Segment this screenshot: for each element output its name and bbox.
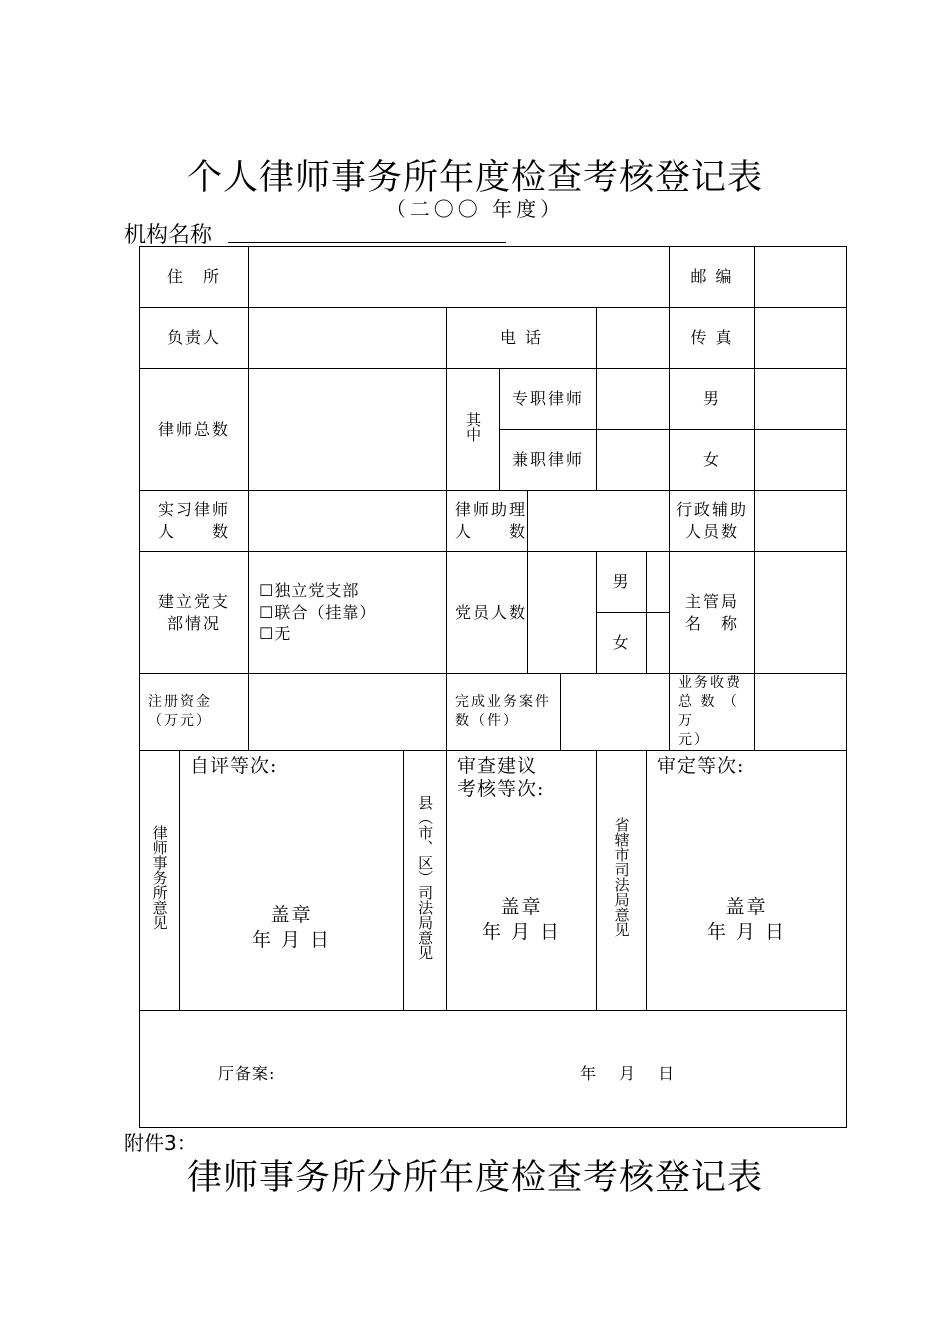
assistant-field[interactable] (528, 491, 670, 552)
city-seal-area: 盖章 年 月 日 (706, 895, 787, 944)
admin-label: 行政辅助 人员数 (670, 491, 755, 552)
option-independent-checkbox[interactable]: ☐独立党支部 (259, 581, 360, 601)
postcode-field[interactable] (755, 247, 847, 308)
county-opinion-label: 县（市、区）司法局意见 (404, 750, 447, 1010)
male-count-field[interactable] (755, 369, 847, 430)
among-label: 其中 (447, 369, 500, 491)
fulltime-label: 专职律师 (500, 369, 597, 430)
fees-label: 业务收费 总 数 （ 万 元） (670, 674, 755, 751)
male-label: 男 (670, 369, 755, 430)
intern-label: 实习律师 人 数 (140, 491, 249, 552)
firm-opinion-field[interactable] (180, 750, 404, 1010)
registration-form-table (139, 246, 847, 1128)
option-none-checkbox[interactable]: ☐无 (259, 624, 292, 644)
party-male-label: 男 (597, 552, 647, 613)
total-lawyers-label: 律师总数 (140, 369, 249, 491)
cases-field[interactable] (561, 674, 670, 751)
assistant-label: 律师助理 人 数 (447, 491, 528, 552)
filing-date: 年 月 日 (580, 1063, 677, 1083)
intern-field[interactable] (249, 491, 447, 552)
party-members-label: 党员人数 (447, 552, 528, 674)
authority-label: 主管局 名 称 (670, 552, 755, 674)
option-joint-checkbox[interactable]: ☐联合（挂靠） (259, 602, 377, 622)
org-name-fill-line[interactable] (228, 242, 506, 243)
fees-field[interactable] (755, 674, 847, 751)
female-label: 女 (670, 430, 755, 491)
cases-label: 完成业务案件 数（件） (447, 674, 561, 751)
party-male-field[interactable] (647, 552, 670, 613)
county-opinion-field[interactable] (447, 750, 597, 1010)
org-name-label: 机构名称 (124, 223, 213, 248)
filing-label: 厅备案: (218, 1063, 276, 1083)
admin-field[interactable] (755, 491, 847, 552)
postcode-label: 邮 编 (670, 247, 755, 308)
second-form-title: 律师事务所分所年度检查考核登记表 (186, 1158, 763, 1198)
final-eval-label: 审定等次: (657, 754, 745, 777)
party-branch-label: 建立党支 部情况 (140, 552, 249, 674)
firm-seal-area: 盖章 年 月 日 (251, 903, 332, 952)
party-members-field[interactable] (528, 552, 597, 674)
capital-field[interactable] (249, 674, 447, 751)
self-eval-label: 自评等次: (190, 754, 278, 777)
page-title: 个人律师事务所年度检查考核登记表 (186, 158, 763, 198)
review-label: 审查建议 考核等次: (457, 754, 545, 801)
authority-field[interactable] (755, 552, 847, 674)
total-lawyers-field[interactable] (249, 369, 447, 491)
city-opinion-field[interactable] (647, 750, 847, 1010)
capital-label: 注册资金 （万元） (140, 674, 249, 751)
county-seal-area: 盖章 年 月 日 (481, 895, 562, 944)
parttime-field[interactable] (597, 430, 670, 491)
filing-row[interactable] (140, 1010, 847, 1127)
parttime-label: 兼职律师 (500, 430, 597, 491)
head-field[interactable] (249, 308, 447, 369)
party-female-field[interactable] (647, 613, 670, 674)
address-label: 住 所 (140, 247, 249, 308)
fulltime-field[interactable] (597, 369, 670, 430)
party-female-label: 女 (597, 613, 647, 674)
attachment-label: 附件3： (124, 1131, 197, 1155)
city-opinion-label: 省辖市司法局意见 (597, 750, 647, 1010)
phone-field[interactable] (597, 308, 670, 369)
female-count-field[interactable] (755, 430, 847, 491)
firm-opinion-label: 律师事务所意见 (140, 750, 180, 1010)
fax-field[interactable] (755, 308, 847, 369)
address-field[interactable] (249, 247, 670, 308)
fax-label: 传 真 (670, 308, 755, 369)
page-subtitle-year: （二〇〇 年度） (385, 197, 565, 221)
party-branch-options[interactable] (249, 552, 447, 674)
phone-label: 电 话 (447, 308, 597, 369)
head-label: 负责人 (140, 308, 249, 369)
